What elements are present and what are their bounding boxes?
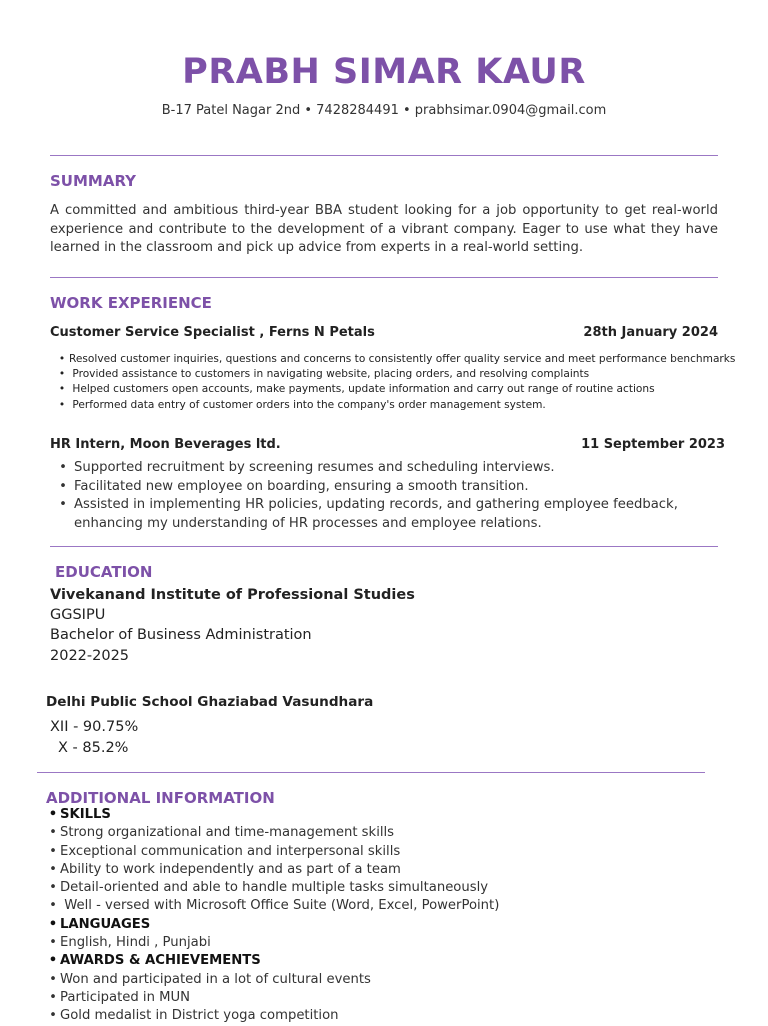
divider bbox=[50, 277, 718, 278]
list-item: • Helped customers open accounts, make payments, update information and carry out range of routine actions bbox=[55, 382, 735, 397]
list-item: • Detail-oriented and able to handle multiple tasks simultaneously bbox=[49, 880, 489, 896]
divider bbox=[50, 155, 718, 156]
list-item: • Ability to work independently and as part of a team bbox=[49, 861, 401, 877]
divider bbox=[37, 772, 705, 773]
work-experience-heading: WORK EXPERIENCE bbox=[50, 294, 212, 312]
divider bbox=[50, 546, 718, 547]
job-date: 11 September 2023 bbox=[581, 437, 725, 452]
job-bullets bbox=[52, 459, 678, 533]
education-heading: EDUCATION bbox=[55, 563, 153, 581]
additional-info-list bbox=[46, 806, 499, 1026]
list-item: • Won and participated in a lot of cultural events bbox=[49, 971, 371, 987]
xii-score: XII - 90.75% bbox=[50, 719, 139, 735]
list-item: • Strong organizational and time-management skills bbox=[49, 825, 395, 841]
list-item: • Provided assistance to customers in navigating website, placing orders, and resolving complaints bbox=[55, 367, 735, 382]
list-item: • English, Hindi , Punjabi bbox=[49, 935, 211, 951]
list-item: • Performed data entry of customer orders into the company's order management system. bbox=[55, 398, 735, 413]
languages-heading: • LANGUAGES bbox=[48, 916, 151, 932]
job-role: Customer Service Specialist , Ferns N Petals bbox=[50, 325, 375, 340]
x-score: X - 85.2% bbox=[58, 740, 129, 756]
awards-heading: • AWARDS & ACHIEVEMENTS bbox=[48, 953, 261, 969]
summary-heading: SUMMARY bbox=[50, 172, 137, 190]
list-item: • Supported recruitment by screening resumes and scheduling interviews. bbox=[59, 460, 555, 475]
list-item: • Assisted in implementing HR policies, updating records, and gathering employee feedback, bbox=[59, 497, 678, 512]
contact-line: B-17 Patel Nagar 2nd • 7428284491 • prabhsimar.0904@gmail.com bbox=[161, 103, 607, 118]
list-item: • Resolved customer inquiries, questions and concerns to consistently offer quality service and meet performance benchmarks bbox=[55, 352, 735, 367]
education-years: 2022-2025 bbox=[50, 648, 130, 664]
degree-name: Bachelor of Business Administration bbox=[50, 627, 312, 643]
job-date: 28th January 2024 bbox=[583, 325, 718, 340]
university-name: GGSIPU bbox=[50, 607, 106, 623]
school-name: Delhi Public School Ghaziabad Vasundhara bbox=[46, 694, 374, 710]
skills-heading: • SKILLS bbox=[48, 807, 111, 822]
list-item: • Gold medalist in District yoga competition bbox=[49, 1008, 339, 1024]
job-role: HR Intern, Moon Beverages ltd. bbox=[50, 437, 281, 452]
summary-text: A committed and ambitious third-year BBA student looking for a job opportunity to get real-world experience and contribute to the development of a vibrant company. Eager to use what they have learned in the classroom and pick up advice from experts in a real-world setting. bbox=[50, 203, 718, 255]
list-item: • Participated in MUN bbox=[49, 989, 191, 1005]
college-name: Vivekanand Institute of Professional Studies bbox=[50, 587, 415, 603]
candidate-name: PRABH SIMAR KAUR bbox=[182, 52, 586, 92]
job-bullets bbox=[55, 352, 735, 413]
list-item-continuation: enhancing my understanding of HR processes and employee relations. bbox=[74, 515, 542, 531]
list-item: • Well - versed with Microsoft Office Suite (Word, Excel, PowerPoint) bbox=[49, 898, 500, 914]
list-item: • Exceptional communication and interpersonal skills bbox=[49, 843, 401, 859]
additional-info-heading: ADDITIONAL INFORMATION bbox=[46, 789, 275, 807]
list-item: • Facilitated new employee on boarding, ensuring a smooth transition. bbox=[59, 478, 529, 494]
